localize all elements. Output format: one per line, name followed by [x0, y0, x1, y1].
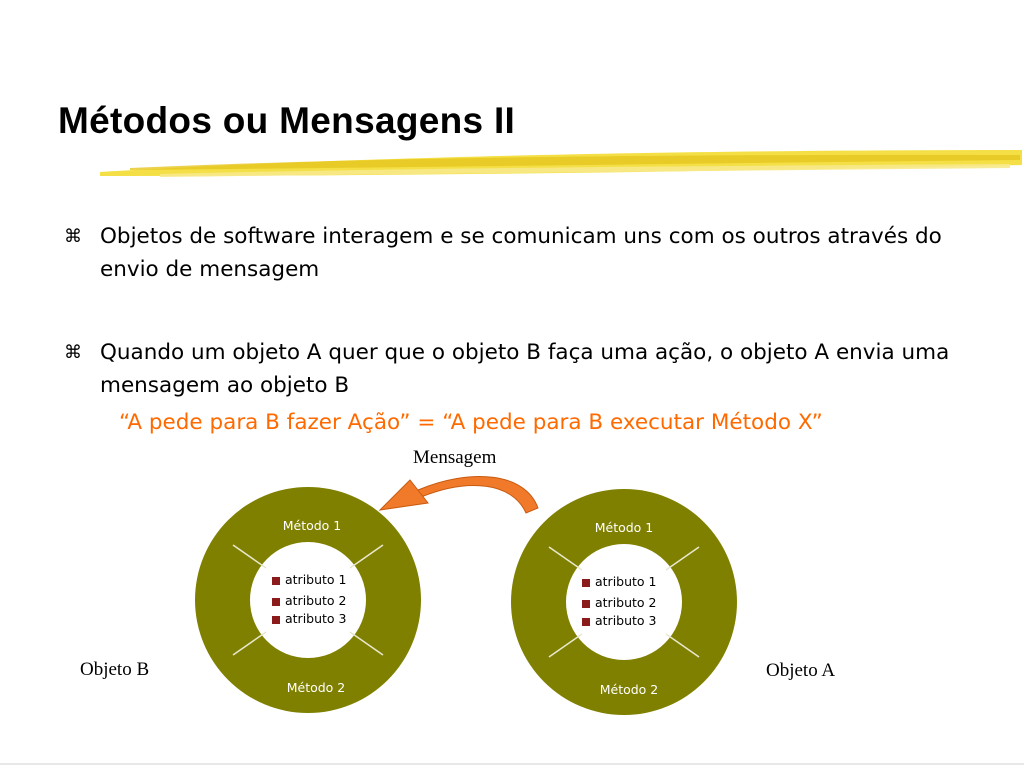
slide-title: Métodos ou Mensagens II: [58, 100, 516, 141]
message-arrow: [380, 476, 538, 513]
object-b-ring: [195, 487, 421, 713]
bullet-command-icon: ⌘: [64, 226, 82, 247]
attribute-square-icon: [582, 600, 590, 608]
object-b-method-top: Método 1: [282, 518, 342, 533]
object-b-attribute: atributo 2: [285, 593, 347, 608]
object-a-attribute: atributo 3: [595, 613, 657, 628]
object-a-attribute: atributo 2: [595, 595, 657, 610]
quote-line: “A pede para B fazer Ação” = “A pede para B executar Método X”: [119, 410, 823, 435]
object-a-method-bottom: Método 2: [599, 682, 659, 697]
bullet-text: Quando um objeto A quer que o objeto B faça uma ação, o objeto A envia uma mensagem ao objeto B: [100, 340, 950, 398]
attribute-square-icon: [582, 579, 590, 587]
attribute-square-icon: [582, 618, 590, 626]
object-b-attribute: atributo 3: [285, 611, 347, 626]
object-a-method-top: Método 1: [594, 520, 654, 535]
object-b-method-bottom: Método 2: [286, 680, 346, 695]
object-a-ring: [511, 489, 737, 715]
object-b-label: Objeto B: [80, 659, 150, 680]
object-a-attribute: atributo 1: [595, 574, 657, 589]
bullet-text: Objetos de software interagem e se comunicam uns com os outros através do envio de mensagem: [100, 224, 942, 282]
attribute-square-icon: [272, 598, 280, 606]
message-label: Mensagem: [413, 447, 497, 468]
attribute-square-icon: [272, 616, 280, 624]
attribute-square-icon: [272, 577, 280, 585]
footer-divider: [0, 763, 1024, 765]
object-a-label: Objeto A: [766, 660, 836, 681]
bullet-command-icon: ⌘: [64, 342, 82, 363]
object-b-attribute: atributo 1: [285, 572, 347, 587]
